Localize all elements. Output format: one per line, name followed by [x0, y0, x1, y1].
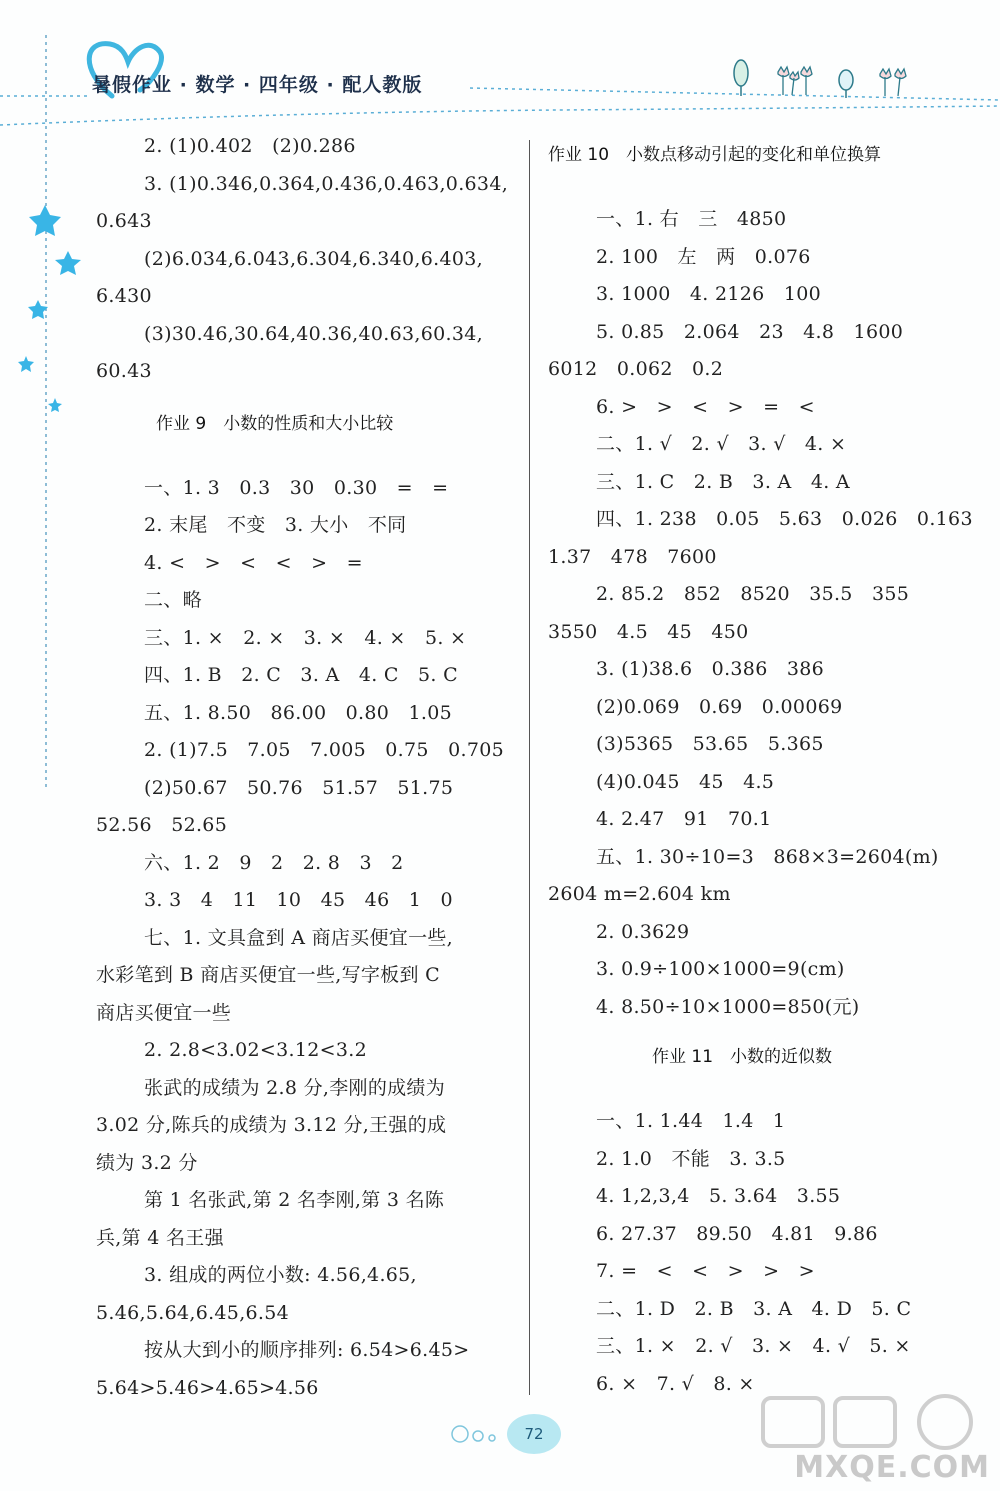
watermark-graphic [755, 1390, 1000, 1450]
answer-line: 2. 100 左 两 0.076 [596, 245, 811, 268]
answer-line: 六、1. 2 9 2 2. 8 3 2 [144, 851, 404, 874]
answer-line: (4)0.045 45 4.5 [596, 770, 775, 793]
bubble-decoration [448, 1420, 508, 1450]
tree-icon [734, 60, 748, 86]
answer-line: 2. (1)0.402 (2)0.286 [144, 135, 356, 157]
answer-line: 四、1. B 2. C 3. A 4. C 5. C [144, 664, 458, 686]
answer-line: 2604 m=2.604 km [548, 883, 731, 905]
answer-line: 二、1. D 2. B 3. A 4. D 5. C [596, 1297, 912, 1320]
answer-line: 60.43 [96, 360, 152, 382]
answer-line: 水彩笔到 B 商店买便宜一些,写字板到 C [96, 964, 440, 986]
section-11-title: 作业 11 小数的近似数 [652, 1047, 833, 1067]
answer-line: 绩为 3.2 分 [96, 1151, 198, 1174]
answer-line: 五、1. 30÷10=3 868×3=2604(m) [596, 845, 939, 868]
star-icon [29, 205, 61, 236]
answer-line: 四、1. 238 0.05 5.63 0.026 0.163 [596, 508, 973, 530]
answer-line: 2. 0.3629 [596, 920, 690, 943]
answer-line: (2)0.069 0.69 0.00069 [596, 695, 843, 718]
answer-line: 6. × 7. √ 8. × [596, 1372, 755, 1395]
answer-line: 2. 末尾 不变 3. 大小 不同 [144, 514, 407, 536]
tulip-icon [880, 69, 906, 96]
tulip-icon [778, 67, 812, 95]
watermark-logo [755, 1390, 1000, 1491]
answer-line: 二、略 [144, 589, 202, 611]
right-column [548, 128, 973, 1403]
answer-line: 按从大到小的顺序排列: 6.54>6.45> [144, 1339, 470, 1361]
answer-line: 6. 27.37 89.50 4.81 9.86 [596, 1222, 878, 1245]
star-icon [55, 251, 81, 275]
answer-line: 商店买便宜一些 [96, 1001, 232, 1024]
answers-section-8-continued [96, 128, 516, 391]
answer-line: 52.56 52.65 [96, 814, 228, 836]
page-header [0, 0, 1000, 135]
section-9-title: 作业 9 小数的性质和大小比较 [156, 413, 394, 434]
answer-line: (3)5365 53.65 5.365 [596, 733, 824, 755]
answer-line: 2. 85.2 852 8520 35.5 355 [596, 583, 910, 605]
left-column [96, 128, 516, 1407]
section-9-answers [96, 470, 516, 1408]
page-number: 72 [507, 1414, 561, 1454]
section-10-title: 作业 10 小数点移动引起的变化和单位换算 [548, 145, 882, 165]
answer-line: 5. 0.85 2.064 23 4.8 1600 [596, 320, 904, 343]
answer-line: 4. < > < < > = [144, 551, 363, 574]
answer-line: 第 1 名张武,第 2 名李刚,第 3 名陈 [144, 1189, 445, 1211]
answer-line: 七、1. 文具盒到 A 商店买便宜一些, [144, 926, 454, 949]
answer-line: 一、1. 3 0.3 30 0.30 = = [144, 476, 449, 499]
answer-line: 3. (1)0.346,0.364,0.436,0.463,0.634, [144, 172, 509, 195]
section-11-answers [548, 1103, 968, 1403]
answer-line: 2. (1)7.5 7.05 7.005 0.75 0.705 [144, 739, 504, 761]
answer-line: 3.02 分,陈兵的成绩为 3.12 分,王强的成 [96, 1114, 447, 1136]
answer-line: 0.643 [96, 210, 152, 232]
answer-line: 6.430 [96, 285, 152, 307]
answer-line: 五、1. 8.50 86.00 0.80 1.05 [144, 701, 452, 724]
answer-line: 3. (1)38.6 0.386 386 [596, 658, 825, 680]
answer-line: 张武的成绩为 2.8 分,李刚的成绩为 [144, 1076, 446, 1099]
star-icon [18, 356, 34, 372]
answer-line: 6. > > < > = < [596, 395, 815, 418]
answer-line: 一、1. 右 三 4850 [596, 208, 787, 230]
balloon-icon [839, 70, 853, 90]
answer-line: 三、1. × 2. √ 3. × 4. √ 5. × [596, 1335, 911, 1357]
watermark-url: MXQE.COM [794, 1450, 990, 1485]
answer-line: 3. 0.9÷100×1000=9(cm) [596, 958, 845, 980]
answer-line: 2. 1.0 不能 3. 3.5 [596, 1147, 786, 1170]
answer-line: 5.64>5.46>4.65>4.56 [96, 1376, 319, 1399]
star-icon [48, 398, 62, 412]
answer-line: 3. 1000 4. 2126 100 [596, 283, 822, 305]
answer-line: 6012 0.062 0.2 [548, 358, 724, 380]
answer-line: 2. 2.8<3.02<3.12<3.2 [144, 1039, 367, 1061]
answer-line: 3550 4.5 45 450 [548, 620, 749, 643]
answer-line: (3)30.46,30.64,40.36,40.63,60.34, [144, 322, 483, 345]
side-decoration [0, 0, 95, 800]
column-divider [529, 140, 530, 1395]
answer-line: 兵,第 4 名王强 [96, 1226, 224, 1249]
answer-line: 4. 1,2,3,4 5. 3.64 3.55 [596, 1185, 841, 1207]
answer-line: 3. 3 4 11 10 45 46 1 0 [144, 889, 453, 911]
answer-line: 一、1. 1.44 1.4 1 [596, 1110, 786, 1132]
answer-line: 4. 8.50÷10×1000=850(元) [596, 995, 860, 1018]
header-decoration [0, 0, 1000, 135]
answer-line: 二、1. √ 2. √ 3. √ 4. × [596, 433, 847, 455]
answer-line: 1.37 478 7600 [548, 545, 717, 568]
answer-line: (2)6.034,6.043,6.304,6.340,6.403, [144, 247, 483, 270]
answer-line: 7. = < < > > > [596, 1260, 815, 1282]
answer-line: (2)50.67 50.76 51.57 51.75 [144, 776, 454, 799]
header-title: 暑假作业 · 数学 · 四年级 · 配人教版 [92, 74, 423, 96]
answer-line: 4. 2.47 91 70.1 [596, 808, 772, 830]
answer-line: 3. 组成的两位小数: 4.56,4.65, [144, 1264, 417, 1286]
section-10-answers [548, 201, 973, 1026]
star-icon [28, 300, 48, 319]
answer-line: 5.46,5.64,6.45,6.54 [96, 1301, 290, 1324]
answer-line: 三、1. C 2. B 3. A 4. A [596, 470, 850, 493]
answer-line: 三、1. × 2. × 3. × 4. × 5. × [144, 626, 467, 649]
